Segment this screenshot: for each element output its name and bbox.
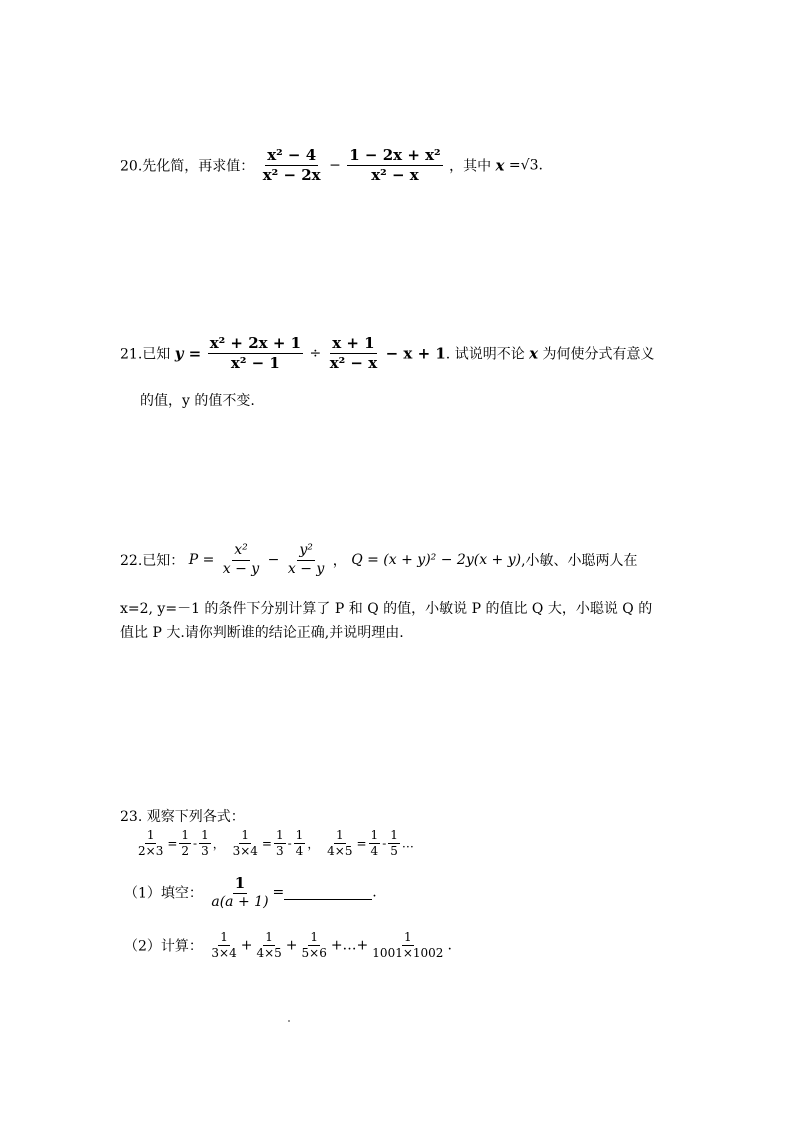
- q23-part-1: [124, 874, 377, 911]
- q20-suffix-b: =√3.: [504, 157, 543, 174]
- q22-f1-den: x − y: [222, 560, 260, 577]
- q22-minus: −: [267, 552, 280, 568]
- q23-obs-3-num: 1: [336, 828, 344, 842]
- q21-prefix: 21.已知: [120, 346, 175, 363]
- q23-p2-term-1-num: 1: [220, 930, 228, 944]
- q23-p2-last-term: [370, 930, 445, 961]
- q23-obs-3-sep: …: [401, 836, 414, 851]
- q23-p2-plus-2: +: [285, 937, 298, 954]
- q20-f1-den: x² − 2x: [262, 165, 321, 184]
- q23-obs-1-minus: -: [193, 836, 198, 851]
- q23-p2-last-num: 1: [404, 930, 412, 944]
- q23-obs-2-b-num: 1: [295, 828, 304, 842]
- q23-obs-1-num: 1: [146, 828, 155, 842]
- q23-p1-end: .: [372, 884, 377, 901]
- q20-f2-den: x² − x: [371, 165, 419, 184]
- q21-tail: − x + 1: [385, 344, 446, 363]
- q21-line-2: 的值，y 的值不变.: [140, 393, 255, 409]
- q23-p2-ellipsis: +…+: [330, 937, 369, 954]
- q22-f1-num: x²: [232, 542, 250, 561]
- q23-obs-2-num: 1: [241, 828, 250, 842]
- question-21: [120, 334, 655, 373]
- q23-p1-eq: =: [272, 884, 285, 901]
- q21-y-eq: y =: [174, 344, 202, 363]
- q22-fraction-2: [286, 542, 326, 578]
- q22-prefix: 22.已知：: [120, 553, 185, 569]
- q21-f1-num: x² + 2x + 1: [209, 334, 302, 352]
- q22-fraction-1: [221, 542, 261, 578]
- q23-p2-term-1-den: 3×4: [211, 946, 237, 960]
- q23-p2-plus-1: +: [240, 937, 253, 954]
- q20-prefix: 20.先化简，再求值：: [120, 158, 255, 175]
- q23-obs-1-eq: =: [167, 836, 178, 851]
- q23-p1-den: a(a + 1): [211, 893, 269, 910]
- q23-obs-3-eq: =: [356, 836, 367, 851]
- q23-p2-end: .: [447, 937, 452, 954]
- q23-p2-term-2-num: 1: [265, 930, 273, 944]
- q21-text-a: . 试说明不论: [445, 346, 530, 363]
- q22-p-eq: P =: [188, 552, 215, 568]
- q21-div: ÷: [309, 345, 322, 362]
- q20-fraction-2: [347, 146, 442, 185]
- q23-obs-2-a-num: 1: [275, 828, 284, 842]
- q23-p2-term-3-den: 5×6: [301, 946, 327, 960]
- q23-p2-term-1: [209, 930, 238, 961]
- q23-obs-3-a-den: 4: [370, 844, 379, 858]
- q22-f2-num: y²: [297, 542, 315, 561]
- q20-suffix-a: ，其中: [449, 158, 496, 175]
- q21-var: x: [529, 344, 539, 363]
- q21-f1-den: x² − 1: [230, 353, 280, 372]
- q23-p2-term-2-den: 4×5: [256, 946, 282, 960]
- q23-obs-3-minus: -: [382, 836, 387, 851]
- q23-obs-2-eq: =: [261, 836, 272, 851]
- q20-fraction-1: [261, 146, 323, 185]
- q21-f2-num: x + 1: [332, 334, 375, 352]
- q22-q-expr: Q = (x + y)² − 2y(x + y): [351, 552, 522, 568]
- q23-obs-2-b-den: 4: [295, 844, 304, 858]
- q23-p1-fraction: [209, 874, 270, 911]
- q22-comma: ，: [332, 553, 347, 569]
- q23-obs-1-sep: ，: [212, 837, 225, 851]
- q23-obs-1-a-num: 1: [181, 828, 190, 842]
- q23-p1-answer-blank: [284, 885, 372, 900]
- q23-obs-1-den: 2×3: [138, 844, 164, 858]
- question-20: [120, 146, 543, 185]
- q23-p2-term-3-num: 1: [310, 930, 318, 944]
- q23-p1-num: 1: [234, 874, 246, 892]
- q20-minus: −: [329, 157, 341, 174]
- q23-p2-last-den: 1001×1002: [372, 946, 444, 960]
- q23-obs-3-den: 4×5: [327, 844, 353, 858]
- q20-var: x: [495, 156, 505, 175]
- q23-obs-2-sep: ，: [307, 837, 320, 851]
- q21-text-b: 为何使分式有意义: [538, 346, 655, 363]
- q22-line-2: x=2, y=－1 的条件下分别计算了 P 和 Q 的值，小敏说 P 的值比 Q 大，小聪说 Q 的: [120, 601, 653, 617]
- q23-observations: [134, 828, 414, 859]
- q23-obs-2-a-den: 3: [275, 844, 284, 858]
- q23-p2-term-2: [254, 930, 283, 961]
- q21-f2-den: x² − x: [329, 353, 378, 372]
- q21-fraction-2: [328, 334, 379, 373]
- stray-dot: [288, 1020, 290, 1022]
- q23-obs-2-minus: -: [287, 836, 292, 851]
- q20-f1-num: x² − 4: [267, 146, 317, 164]
- q23-obs-1-b-den: 3: [201, 844, 209, 858]
- question-22: [120, 542, 638, 578]
- q23-part-2: [124, 930, 452, 961]
- q22-text-a: ,小敏、小聪两人在: [521, 553, 638, 569]
- q23-p2-label: （2）计算：: [124, 938, 203, 955]
- q23-obs-3-a-num: 1: [370, 828, 379, 842]
- q23-obs-3-b-den: 5: [390, 844, 398, 858]
- q21-fraction-1: [208, 334, 303, 373]
- q23-p2-term-3: [300, 930, 329, 961]
- q23-obs-3-b-num: 1: [390, 828, 398, 842]
- q23-title: 23. 观察下列各式：: [120, 809, 245, 825]
- q23-obs-1-a-den: 2: [181, 844, 190, 858]
- q23-obs-2-den: 3×4: [232, 844, 258, 858]
- q23-obs-1-b-num: 1: [201, 828, 209, 842]
- q20-f2-num: 1 − 2x + x²: [349, 146, 441, 164]
- q22-f2-den: x − y: [287, 560, 325, 577]
- q23-p1-label: （1）填空：: [124, 885, 203, 902]
- q22-line-3: 值比 P 大.请你判断谁的结论正确,并说明理由.: [120, 625, 404, 641]
